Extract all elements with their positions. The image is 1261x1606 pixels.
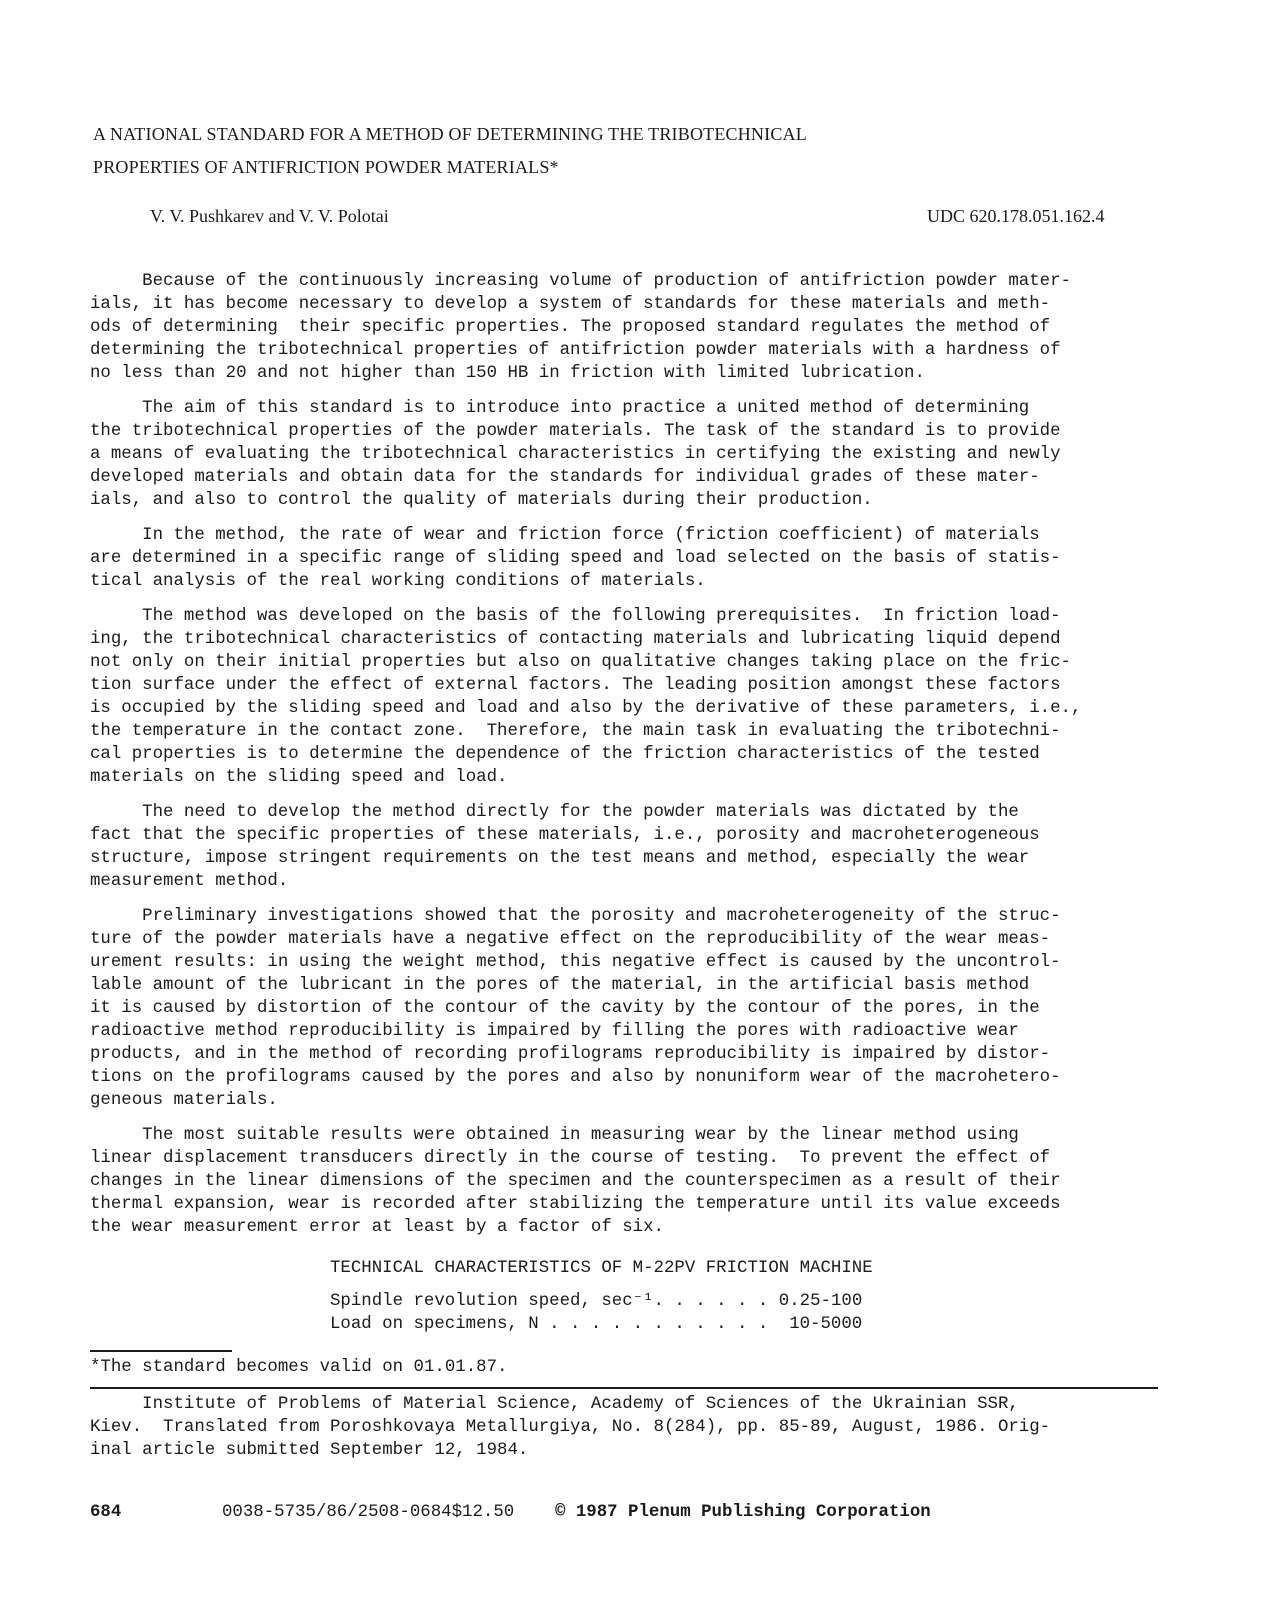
text-line: no less than 20 and not higher than 150 HB in friction with limited lubrication. bbox=[90, 364, 925, 383]
text-line: radioactive method reproducibility is impaired by filling the pores with radioactive wear bbox=[90, 1022, 1019, 1041]
copyright: © 1987 Plenum Publishing Corporation bbox=[555, 1503, 931, 1522]
text-line: urement results: in using the weight method, this negative effect is caused by the uncontrol- bbox=[90, 953, 1061, 972]
load-row: Load on specimens, N . . . . . . . . . . . 10-5000 bbox=[330, 1315, 863, 1334]
text-line: it is caused by distortion of the contour of the cavity by the contour of the pores, in the bbox=[90, 999, 1040, 1018]
paragraph bbox=[90, 397, 1190, 512]
text-line: ials, it has become necessary to develop a system of standards for these materials and meth- bbox=[90, 295, 1051, 314]
paragraph bbox=[90, 524, 1190, 593]
text-line: not only on their initial properties but also on qualitative changes taking place on the fric- bbox=[90, 653, 1071, 672]
text-line: ods of determining their specific properties. The proposed standard regulates the method of bbox=[90, 318, 1051, 337]
footnote: *The standard becomes valid on 01.01.87. bbox=[90, 1358, 508, 1377]
affiliation-line: Kiev. Translated from Poroshkovaya Metallurgiya, No. 8(284), pp. 85-89, August, 1986. Orig- bbox=[90, 1418, 1051, 1437]
affiliation-line: Institute of Problems of Material Science, Academy of Sciences of the Ukrainian SSR, bbox=[90, 1395, 1019, 1414]
text-line: tical analysis of the real working conditions of materials. bbox=[90, 572, 706, 591]
text-line: ture of the powder materials have a negative effect on the reproducibility of the wear meas- bbox=[90, 930, 1051, 949]
udc-code: UDC 620.178.051.162.4 bbox=[927, 206, 1105, 226]
text-line: measurement method. bbox=[90, 872, 289, 891]
text-line: The most suitable results were obtained in measuring wear by the linear method using bbox=[90, 1126, 1019, 1145]
article-code: 0038-5735/86/2508-0684$12.50 bbox=[222, 1503, 515, 1522]
paragraph bbox=[90, 270, 1190, 385]
text-line: linear displacement transducers directly in the course of testing. To prevent the effect of bbox=[90, 1149, 1051, 1168]
paragraph bbox=[90, 905, 1190, 1112]
text-line: products, and in the method of recording profilograms reproducibility is impaired by distor- bbox=[90, 1045, 1051, 1064]
text-line: cal properties is to determine the dependence of the friction characteristics of the tested bbox=[90, 745, 1040, 764]
title-line-1: A NATIONAL STANDARD FOR A METHOD OF DETERMINING THE TRIBOTECHNICAL bbox=[93, 124, 807, 144]
text-line: the wear measurement error at least by a factor of six. bbox=[90, 1218, 664, 1237]
text-line: are determined in a specific range of sliding speed and load selected on the basis of statis- bbox=[90, 549, 1061, 568]
page-number: 684 bbox=[90, 1503, 122, 1522]
affiliation-line: inal article submitted September 12, 1984. bbox=[90, 1441, 529, 1460]
text-line: determining the tribotechnical properties of antifriction powder materials with a hardness of bbox=[90, 341, 1061, 360]
text-line: In the method, the rate of wear and friction force (friction coefficient) of materials bbox=[90, 526, 1040, 545]
text-line: the temperature in the contact zone. Therefore, the main task in evaluating the tribotechni- bbox=[90, 722, 1061, 741]
text-line: a means of evaluating the tribotechnical characteristics in certifying the existing and newly bbox=[90, 445, 1061, 464]
technical-characteristics bbox=[330, 1257, 873, 1336]
text-line: materials on the sliding speed and load. bbox=[90, 768, 508, 787]
text-line: Because of the continuously increasing volume of production of antifriction powder mater- bbox=[90, 272, 1071, 291]
affiliation-divider bbox=[90, 1387, 1158, 1389]
text-line: lable amount of the lubricant in the pores of the material, in the artificial basis method bbox=[90, 976, 1030, 995]
technical-title: TECHNICAL CHARACTERISTICS OF M-22PV FRICTION MACHINE bbox=[330, 1259, 873, 1278]
text-line: ials, and also to control the quality of materials during their production. bbox=[90, 491, 873, 510]
affiliation bbox=[90, 1393, 1050, 1462]
text-line: ing, the tribotechnical characteristics of contacting materials and lubricating liquid depend bbox=[90, 630, 1061, 649]
text-line: fact that the specific properties of these materials, i.e., porosity and macroheterogeneous bbox=[90, 826, 1040, 845]
text-line: thermal expansion, wear is recorded after stabilizing the temperature until its value exceeds bbox=[90, 1195, 1061, 1214]
text-line: geneous materials. bbox=[90, 1091, 278, 1110]
article-body bbox=[90, 270, 1190, 1251]
paragraph bbox=[90, 1124, 1190, 1239]
spindle-speed-row: Spindle revolution speed, sec⁻¹. . . . . . 0.25-100 bbox=[330, 1292, 863, 1311]
text-line: Preliminary investigations showed that the porosity and macroheterogeneity of the struc- bbox=[90, 907, 1061, 926]
text-line: changes in the linear dimensions of the specimen and the counterspecimen as a result of their bbox=[90, 1172, 1061, 1191]
paragraph bbox=[90, 605, 1190, 789]
text-line: tion surface under the effect of external factors. The leading position amongst these factors bbox=[90, 676, 1061, 695]
text-line: The aim of this standard is to introduce into practice a united method of determining bbox=[90, 399, 1030, 418]
text-line: The need to develop the method directly for the powder materials was dictated by the bbox=[90, 803, 1019, 822]
text-line: is occupied by the sliding speed and load and also by the derivative of these parameters, i.e., bbox=[90, 699, 1082, 718]
paragraph bbox=[90, 801, 1190, 893]
text-line: the tribotechnical properties of the powder materials. The task of the standard is to provide bbox=[90, 422, 1061, 441]
title-line-2: PROPERTIES OF ANTIFRICTION POWDER MATERIALS* bbox=[93, 157, 559, 177]
article-title bbox=[93, 118, 993, 184]
text-line: developed materials and obtain data for the standards for individual grades of these mater- bbox=[90, 468, 1040, 487]
authors: V. V. Pushkarev and V. V. Polotai bbox=[150, 206, 389, 226]
text-line: tions on the profilograms caused by the pores and also by nonuniform wear of the macrohetero- bbox=[90, 1068, 1061, 1087]
text-line: structure, impose stringent requirements on the test means and method, especially the wear bbox=[90, 849, 1030, 868]
footnote-divider bbox=[90, 1350, 232, 1352]
text-line: The method was developed on the basis of the following prerequisites. In friction load- bbox=[90, 607, 1061, 626]
